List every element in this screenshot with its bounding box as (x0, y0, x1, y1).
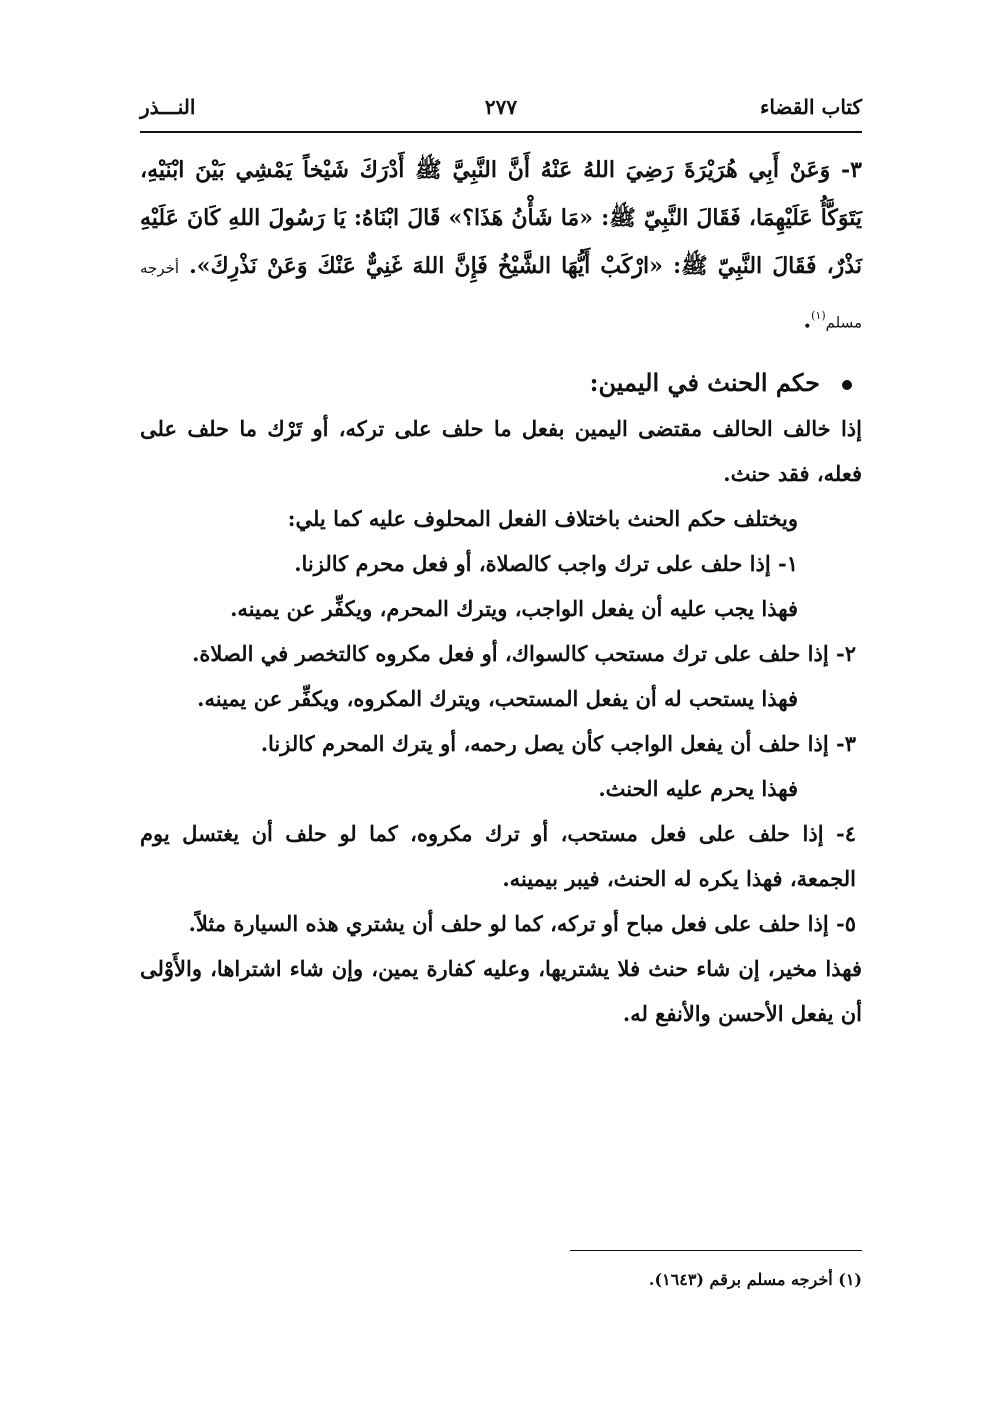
book-title: كتاب القضاء (759, 95, 862, 119)
list-item-2-ruling: فهذا يستحب له أن يفعل المستحب، ويترك المكروه، ويكفِّر عن يمينه. (197, 686, 798, 712)
footnote-divider (570, 1250, 862, 1251)
definition-paragraph: إذا خالف الحالف مقتضى اليمين بفعل ما حلف على تركه، أو تَرْك ما حلف على فعله، فقد حنث. (140, 416, 862, 487)
list-item-5: ٥- إذا حلف على فعل مباح أو تركه، كما لو حلف أن يشتري هذه السيارة مثلاً. (188, 911, 856, 937)
list-item-4: ٤- إذا حلف على فعل مستحب، أو ترك مكروه، كما لو حلف أن يغتسل يوم الجمعة، فهذا يكره له الحنث، فيبر بيمينه. (140, 821, 856, 892)
list-item-2: ٢- إذا حلف على ترك مستحب كالسواك، أو فعل مكروه كالتخصر في الصلاة. (192, 641, 856, 667)
section-heading-text: حكم الحنث في اليمين: (589, 368, 820, 398)
list-item-5-ruling: فهذا مخير، إن شاء حنث فلا يشتريها، وعليه كفارة يمين، وإن شاء اشتراها، والأَوْلى أن يفعل الأحسن والأنفع له. (140, 956, 862, 1027)
hadith-paragraph (140, 146, 862, 346)
list-item-3-ruling: فهذا يحرم عليه الحنث. (598, 776, 798, 802)
header-divider (140, 131, 862, 133)
list-item-1-ruling: فهذا يجب عليه أن يفعل الواجب، ويترك المحرم، ويكفِّر عن يمينه. (230, 596, 798, 622)
hadith-text: ٣- وَعَنْ أَبِي هُرَيْرَةَ رَضِيَ اللهُ عَنْهُ أَنَّ النَّبِيَّ ﷺ أَدْرَكَ شَيْخاً يَمْشِي بَيْنَ ابْنَيْهِ، يَتَوَكَّأُ عَلَيْهِمَا، فَقَالَ النَّبِيّ ﷺ: «مَا شَأْنُ هَذَا؟» قَالَ ابْنَاهُ: يَا رَسُولَ اللهِ كَانَ عَلَيْهِ نَذْرٌ، فَقَالَ النَّبِيّ ﷺ: «ارْكَبْ أَيُّهَا الشَّيْخُ فَإِنَّ اللهَ غَنِيٌّ عَنْكَ وَعَنْ نَذْرِكَ». (140, 157, 862, 279)
list-item-1: ١- إذا حلف على ترك واجب كالصلاة، أو فعل محرم كالزنا. (294, 551, 798, 577)
page-number: ٢٧٧ (484, 95, 518, 119)
hadith-end: . (803, 307, 812, 334)
footnote: (١) أخرجه مسلم برقم (١٦٤٣). (648, 1270, 862, 1289)
section-heading (140, 360, 862, 406)
main-text (140, 146, 862, 1036)
list-item-3: ٣- إذا حلف أن يفعل الواجب كأن يصل رحمه، أو يترك المحرم كالزنا. (260, 731, 856, 757)
bullet-icon (842, 380, 852, 390)
footnote-reference: (١) (811, 309, 826, 322)
running-header (140, 95, 862, 133)
hadith-source: أخرجه مسلم (140, 259, 862, 332)
section-title: النـــذر (140, 95, 196, 119)
intro-paragraph: ويختلف حكم الحنث باختلاف الفعل المحلوف عليه كما يلي: (287, 506, 798, 532)
